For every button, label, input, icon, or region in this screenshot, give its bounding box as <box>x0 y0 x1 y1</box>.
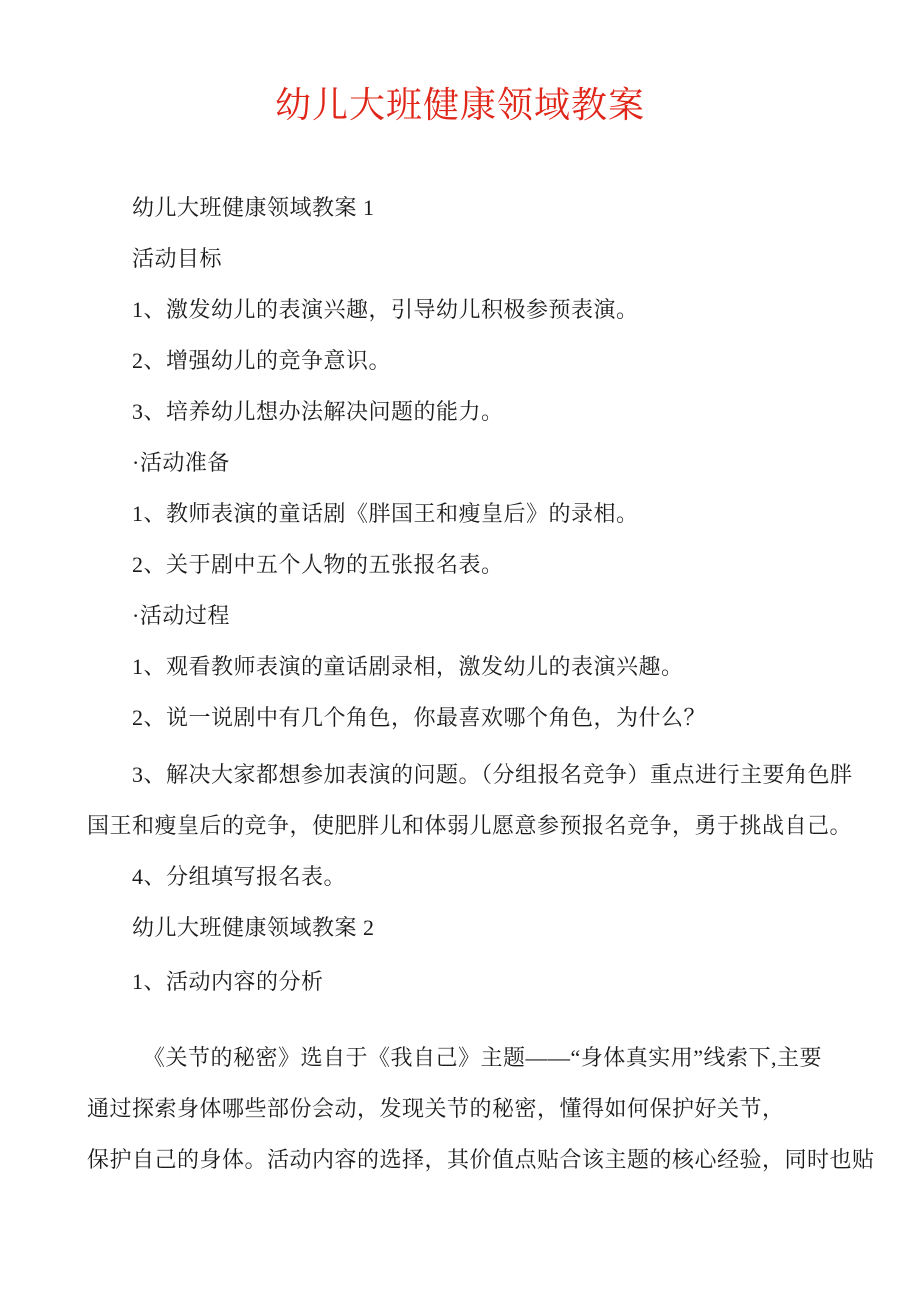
paragraph-line: 2、关于剧中五个人物的五张报名表。 <box>132 552 504 577</box>
paragraph-line: ·活动过程 <box>132 603 230 628</box>
paragraph-line: 《关节的秘密》选自于《我自己》主题——“身体真实用”线索下,主要 <box>143 1045 823 1070</box>
paragraph-line: 1、活动内容的分析 <box>132 969 324 994</box>
paragraph-line: 1、教师表演的童话剧《胖国王和瘦皇后》的录相。 <box>132 501 639 526</box>
paragraph-line: 活动目标 <box>132 246 223 271</box>
paragraph-line: ·活动准备 <box>132 450 230 475</box>
paragraph-line: 幼儿大班健康领域教案 1 <box>132 195 375 220</box>
paragraph-line: 2、说一说剧中有几个角色，你最喜欢哪个角色，为什么？ <box>132 705 707 730</box>
paragraph-line: 4、分组填写报名表。 <box>132 864 347 889</box>
paragraph-line: 幼儿大班健康领域教案 2 <box>132 915 375 940</box>
paragraph-line: 3、培养幼儿想办法解决问题的能力。 <box>132 399 504 424</box>
paragraph-line: 2、增强幼儿的竞争意识。 <box>132 348 392 373</box>
paragraph-line: 保护自己的身体。活动内容的选择，其价值点贴合该主题的核心经验，同时也贴 <box>87 1147 875 1172</box>
paragraph-line: 1、观看教师表演的童话剧录相，激发幼儿的表演兴趣。 <box>132 654 684 679</box>
paragraph-line: 1、激发幼儿的表演兴趣，引导幼儿积极参预表演。 <box>132 297 639 322</box>
page-title: 幼儿大班健康领域教案 <box>274 85 645 125</box>
paragraph-line: 3、解决大家都想参加表演的问题。（分组报名竞争）重点进行主要角色胖 <box>132 762 853 787</box>
paragraph-line: 国王和瘦皇后的竞争，使肥胖儿和体弱儿愿意参预报名竞争，勇于挑战自己。 <box>87 813 853 838</box>
paragraph-line: 通过探索身体哪些部份会动，发现关节的秘密，懂得如何保护好关节， <box>87 1096 785 1121</box>
document-body <box>0 182 920 1185</box>
